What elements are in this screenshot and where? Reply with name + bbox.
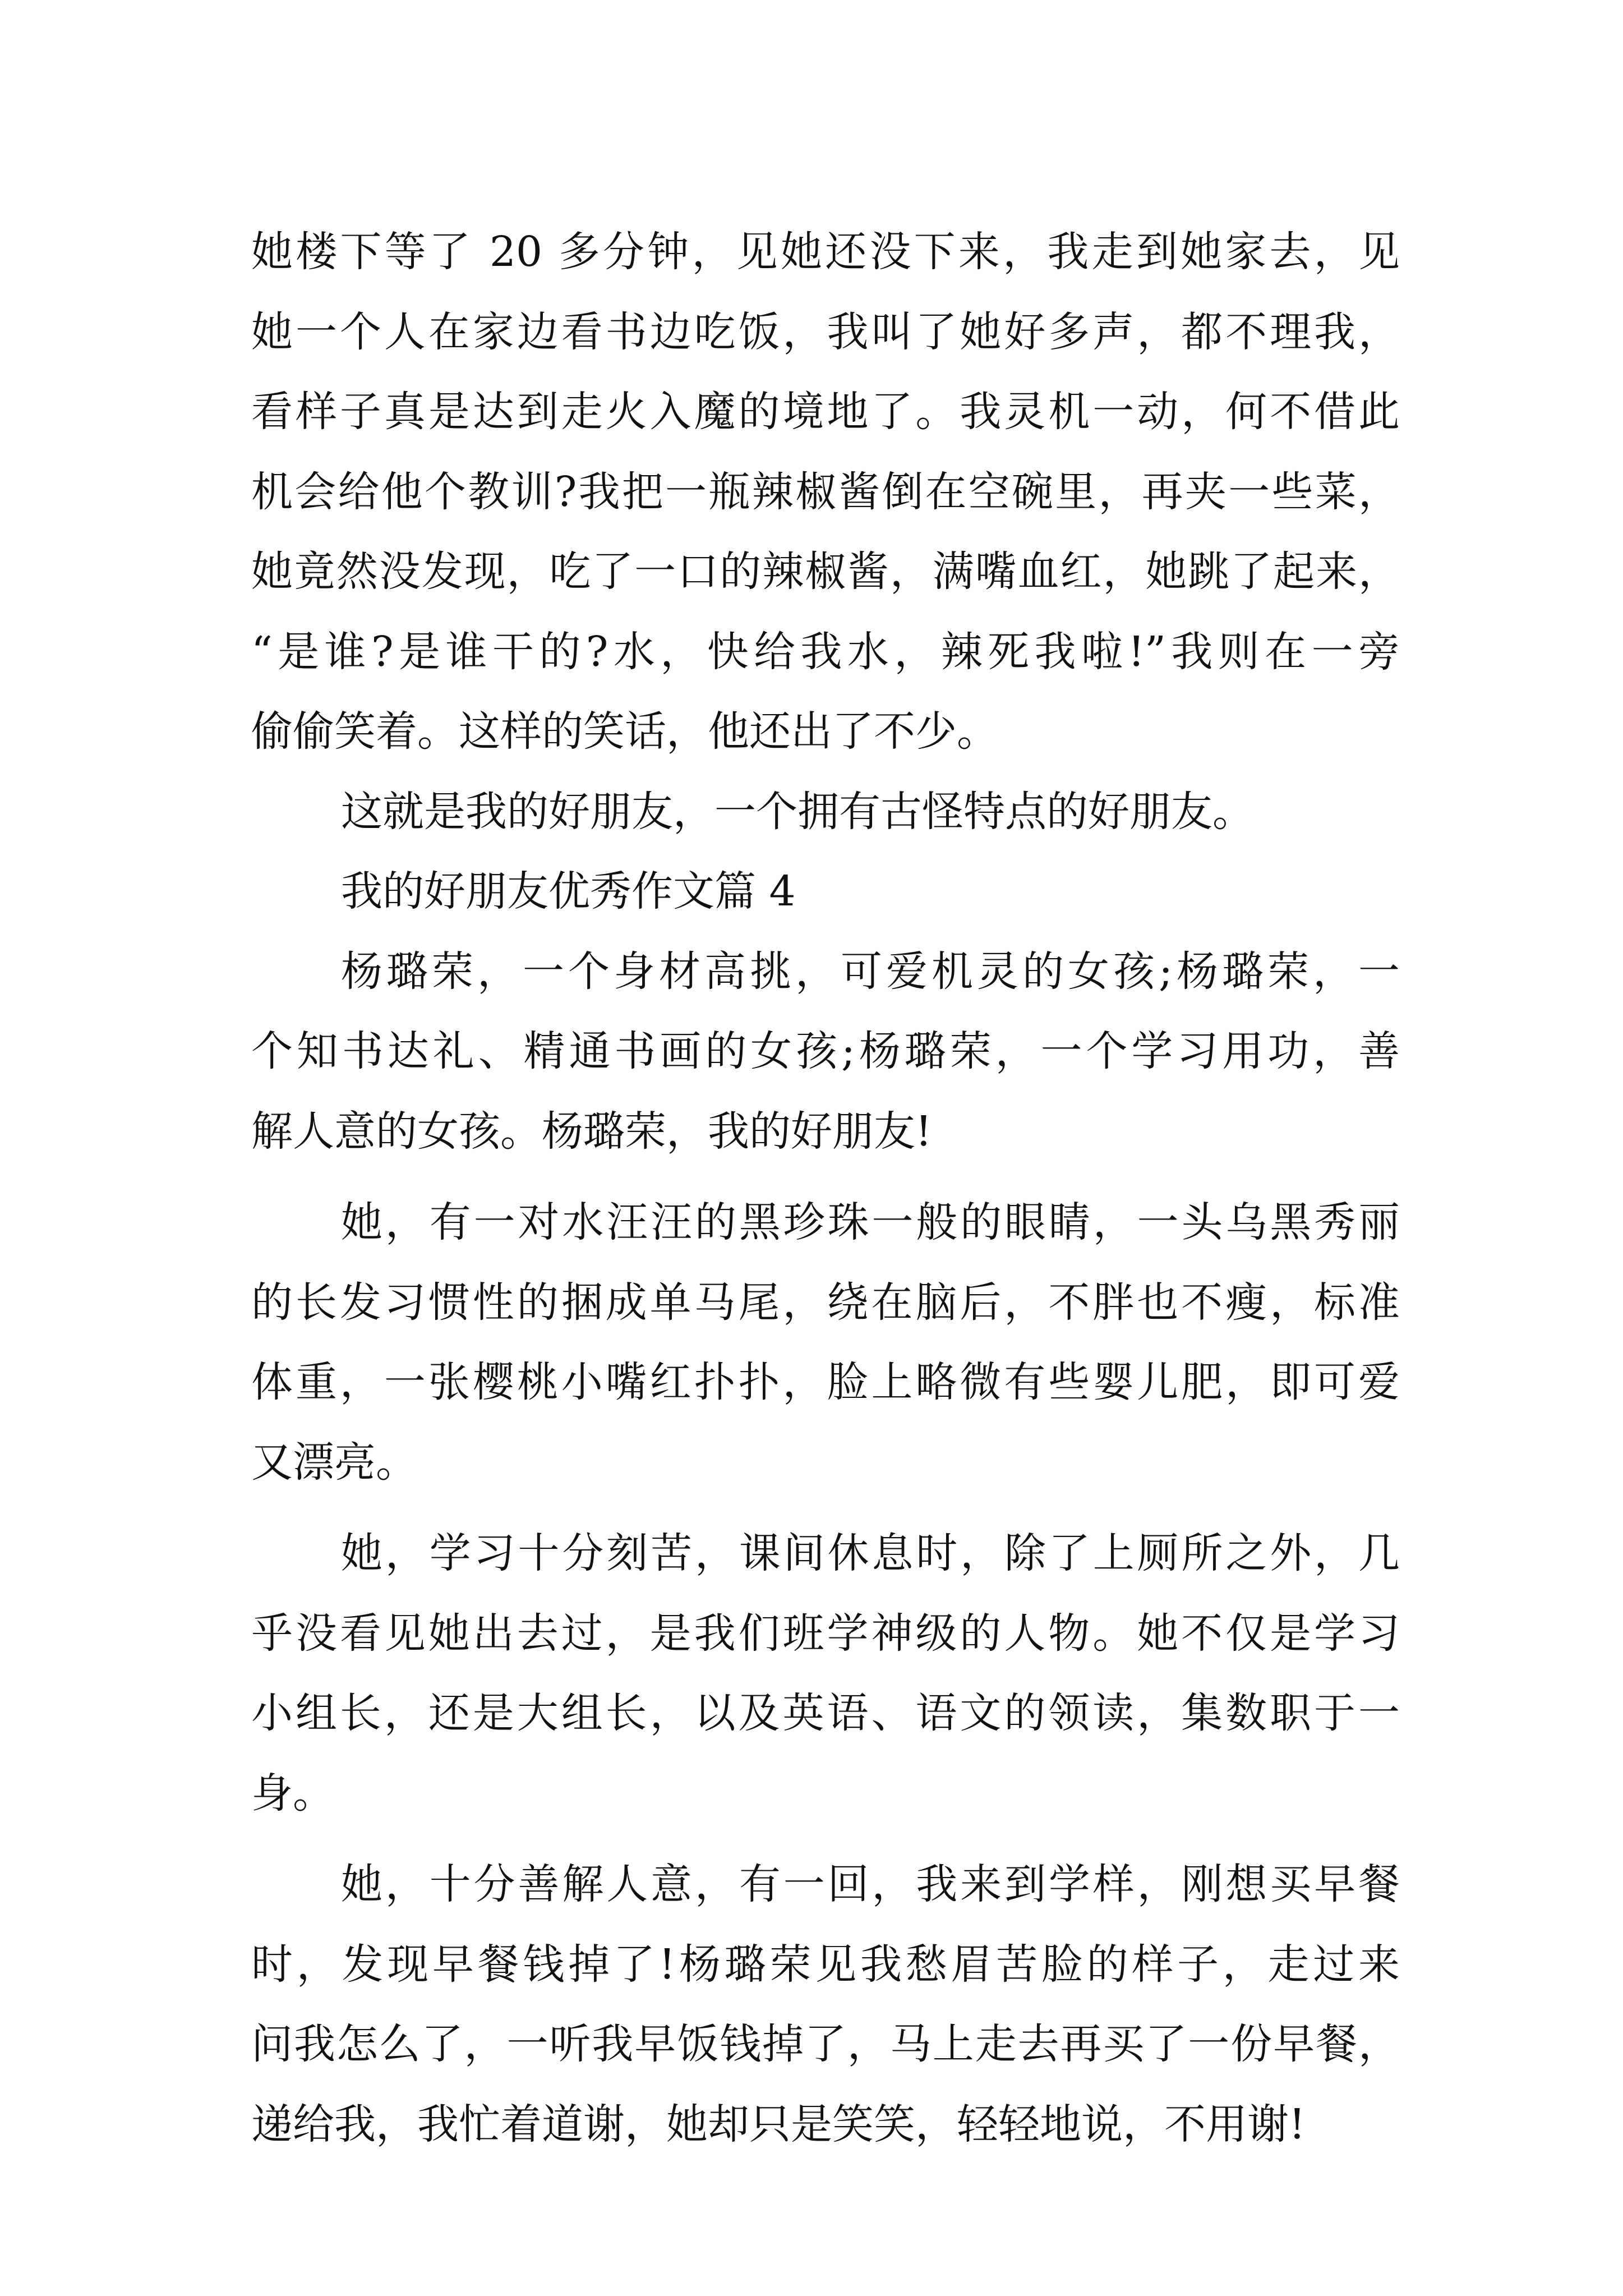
text-line: 问我怎么了，一听我早饭钱掉了，马上走去再买了一份早餐， bbox=[251, 2020, 1400, 2068]
text-line: 解人意的女孩。杨璐荣，我的好朋友! bbox=[251, 1107, 932, 1156]
heading-line: 我的好朋友优秀作文篇 4 bbox=[341, 867, 796, 915]
paragraph-gap bbox=[251, 1171, 1400, 1182]
text-line: 她竟然没发现，吃了一口的辣椒酱，满嘴血红，她跳了起来， bbox=[251, 547, 1400, 596]
paragraph bbox=[251, 932, 1400, 1172]
text-line: 时，发现早餐钱掉了!杨璐荣见我愁眉苦脸的样子，走过来 bbox=[251, 1940, 1400, 1989]
paragraph bbox=[251, 1844, 1400, 2164]
text-line: 乎没看见她出去过，是我们班学神级的人物。她不仅是学习 bbox=[251, 1609, 1400, 1658]
paragraph bbox=[251, 1182, 1400, 1502]
text-line: 她，有一对水汪汪的黑珍珠一般的眼睛，一头乌黑秀丽 bbox=[341, 1198, 1400, 1246]
text-line: 机会给他个教训?我把一瓶辣椒酱倒在空碗里，再夹一些菜， bbox=[251, 467, 1400, 516]
text-line: 这就是我的好朋友，一个拥有古怪特点的好朋友。 bbox=[341, 787, 1254, 836]
text-line: 她，学习十分刻苦，课间休息时，除了上厕所之外，几 bbox=[341, 1529, 1400, 1577]
text-line: 递给我，我忙着道谢，她却只是笑笑，轻轻地说，不用谢! bbox=[251, 2100, 1306, 2148]
paragraph bbox=[251, 1513, 1400, 1833]
text-line: 个知书达礼、精通书画的女孩;杨璐荣，一个学习用功，善 bbox=[251, 1027, 1400, 1075]
text-line: 的长发习惯性的捆成单马尾，绕在脑后，不胖也不瘦，标准 bbox=[251, 1278, 1400, 1327]
text-line: 杨璐荣，一个身材高挑，可爱机灵的女孩;杨璐荣，一 bbox=[341, 947, 1400, 996]
paragraph bbox=[251, 772, 1400, 852]
text-line: 体重，一张樱桃小嘴红扑扑，脸上略微有些婴儿肥，即可爱 bbox=[251, 1358, 1400, 1406]
text-line: “是谁?是谁干的?水，快给我水，辣死我啦!”我则在一旁 bbox=[251, 627, 1400, 676]
paragraph-gap bbox=[251, 1502, 1400, 1513]
text-line: 偷偷笑着。这样的笑话，他还出了不少。 bbox=[251, 707, 998, 756]
document-body bbox=[251, 212, 1400, 2164]
section-heading bbox=[251, 852, 1400, 932]
text-line: 她一个人在家边看书边吃饭，我叫了她好多声，都不理我， bbox=[251, 307, 1400, 356]
text-line: 她楼下等了 20 多分钟，见她还没下来，我走到她家去，见 bbox=[251, 228, 1400, 276]
text-line: 身。 bbox=[251, 1769, 334, 1818]
paragraph-gap bbox=[251, 1833, 1400, 1844]
text-line: 看样子真是达到走火入魔的境地了。我灵机一动，何不借此 bbox=[251, 388, 1400, 436]
text-line: 她，十分善解人意，有一回，我来到学样，刚想买早餐 bbox=[341, 1860, 1400, 1908]
paragraph bbox=[251, 212, 1400, 772]
text-line: 小组长，还是大组长，以及英语、语文的领读，集数职于一 bbox=[251, 1689, 1400, 1737]
text-line: 又漂亮。 bbox=[251, 1438, 417, 1487]
